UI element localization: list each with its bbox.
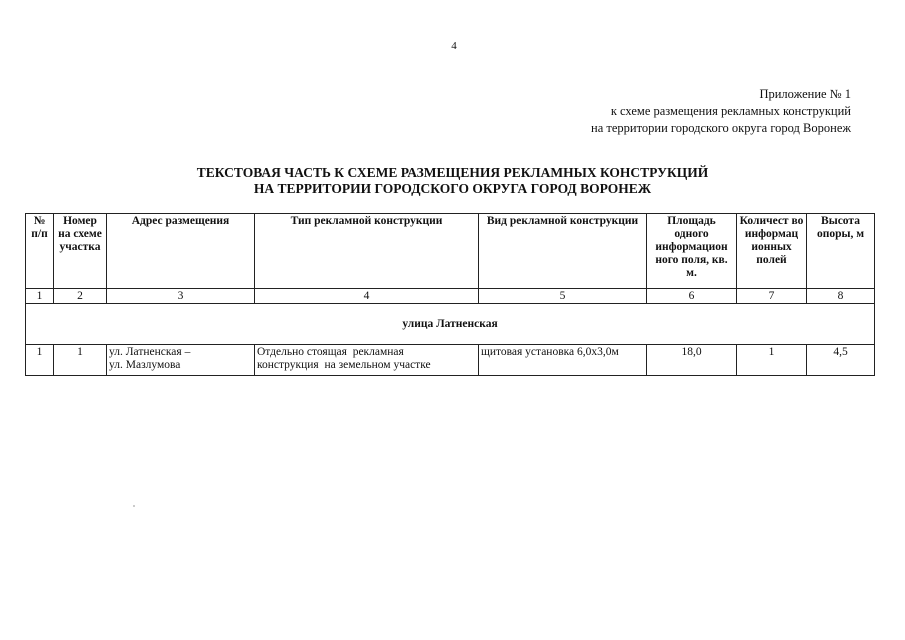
header-scheme-number: Номер на схеме участка [54,214,107,289]
title-line-1: ТЕКСТОВАЯ ЧАСТЬ К СХЕМЕ РАЗМЕЩЕНИЯ РЕКЛАМНЫХ КОНСТРУКЦИЙ [196,165,709,180]
header-row [26,214,875,289]
column-number: 1 [26,289,54,304]
column-number: 5 [479,289,647,304]
cell-num: 1 [26,345,54,376]
scan-speck [133,505,135,507]
column-number: 6 [647,289,737,304]
section-title: улица Латненская [26,304,875,345]
header-height: Высота опоры, м [807,214,875,289]
header-kind: Вид рекламной конструкции [479,214,647,289]
document-title [100,165,805,197]
column-number: 8 [807,289,875,304]
cell-address [107,345,255,376]
section-row [26,304,875,345]
type-line-2: конструкция на земельном участке [257,359,431,371]
cell-kind: щитовая установка 6,0х3,0м [479,345,647,376]
type-line-1: Отдельно стоящая рекламная [257,346,404,358]
column-number: 4 [255,289,479,304]
cell-area: 18,0 [647,345,737,376]
address-line-1: ул. Латненская – [109,346,191,358]
header-area: Площадь одного информацион ного поля, кв. м. [647,214,737,289]
page-number: 4 [451,40,457,52]
table-row [26,345,875,376]
address-line-2: ул. Мазлумова [109,359,181,371]
appendix-line-2: к схеме размещения рекламных конструкций [610,104,851,118]
column-number: 3 [107,289,255,304]
cell-height: 4,5 [807,345,875,376]
cell-type [255,345,479,376]
title-line-2: НА ТЕРРИТОРИИ ГОРОДСКОГО ОКРУГА ГОРОД ВОРОНЕЖ [253,181,652,196]
header-fields-count: Количест во информац ионных полей [737,214,807,289]
header-num: № п/п [26,214,54,289]
column-number: 7 [737,289,807,304]
column-number: 2 [54,289,107,304]
appendix-line-3: на территории городского округа город Воронеж [591,121,851,135]
column-number-row [26,289,875,304]
placement-table [25,213,875,376]
cell-scheme-number: 1 [54,345,107,376]
cell-fields-count: 1 [737,345,807,376]
appendix-block [591,86,851,137]
header-address: Адрес размещения [107,214,255,289]
appendix-line-1: Приложение № 1 [759,87,851,101]
header-type: Тип рекламной конструкции [255,214,479,289]
